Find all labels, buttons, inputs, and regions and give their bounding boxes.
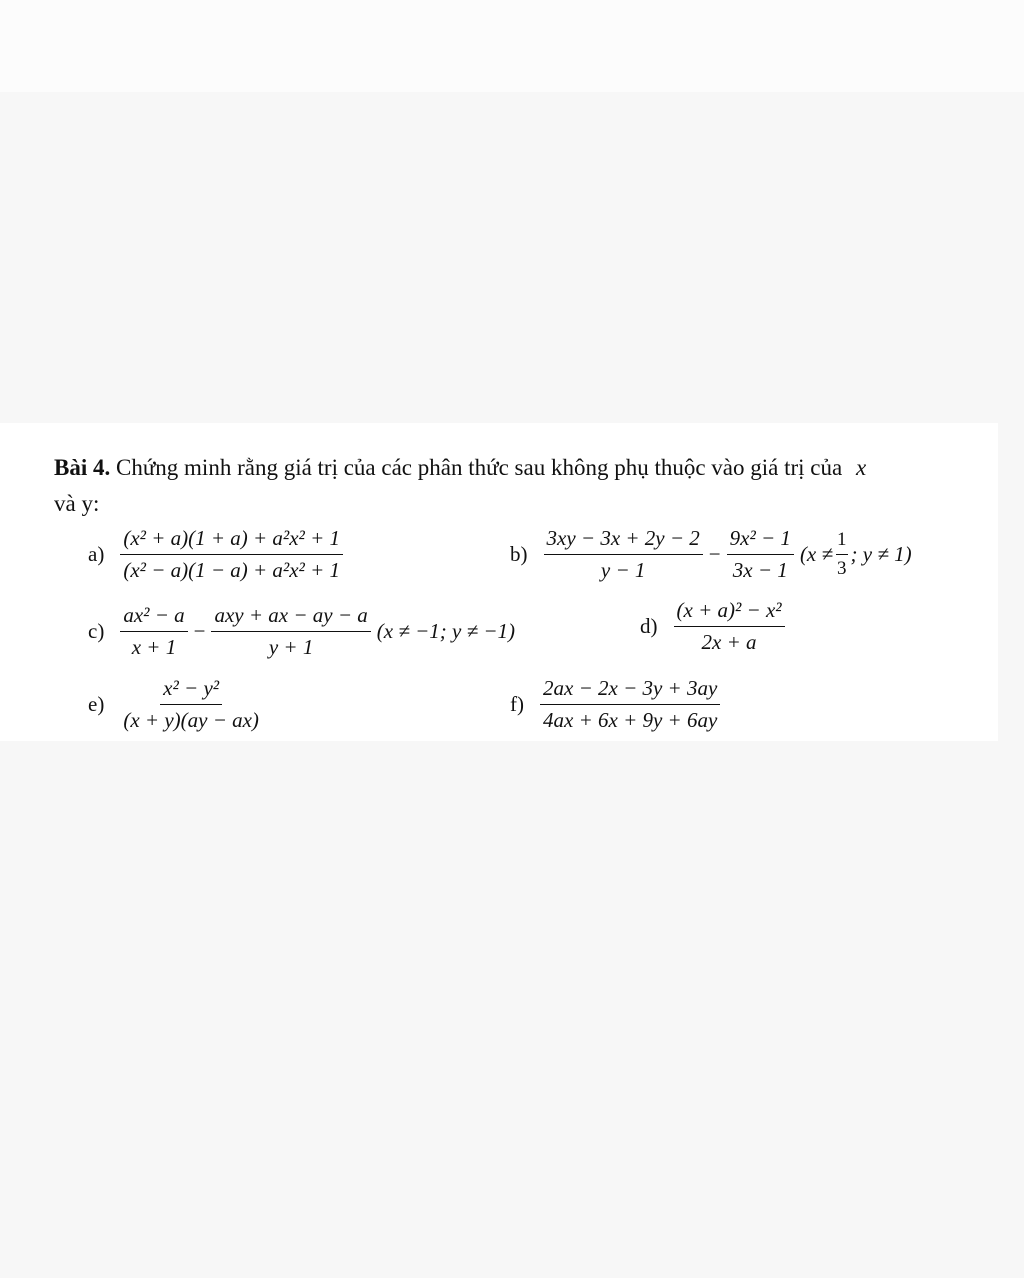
item-a: [88, 526, 345, 583]
condition-open: (x ≠: [799, 542, 834, 566]
denominator: 3: [837, 558, 847, 579]
numerator: 1: [836, 529, 848, 555]
denominator: (x² − a)(1 − a) + a²x² + 1: [123, 558, 341, 582]
item-label: e): [88, 692, 105, 716]
variable-x: x: [855, 455, 867, 480]
exercise-instruction: Chứng minh rằng giá trị của các phân thức sau không phụ thuộc vào giá trị của: [115, 455, 843, 480]
top-band: [0, 0, 1024, 92]
item-label: d): [640, 614, 658, 638]
denominator: x + 1: [131, 635, 177, 659]
denominator: 4ax + 6x + 9y + 6ay: [543, 708, 718, 732]
exercise-instruction-line2: và y:: [54, 491, 100, 516]
item-label: c): [88, 619, 105, 643]
denominator: y − 1: [600, 558, 646, 582]
numerator: 9x² − 1: [727, 526, 794, 555]
fraction: [120, 603, 187, 660]
minus-operator: −: [193, 619, 206, 643]
item-label: b): [510, 542, 528, 566]
exercise-heading: [54, 450, 974, 522]
item-d: [640, 598, 787, 655]
numerator: ax² − a: [120, 603, 187, 632]
condition-fraction: [836, 529, 848, 580]
item-label: f): [510, 692, 524, 716]
fraction: [120, 526, 343, 583]
minus-operator: −: [708, 542, 721, 566]
numerator: axy + ax − ay − a: [211, 603, 370, 632]
fraction: [540, 676, 720, 733]
exercise-title: Bài 4.: [54, 455, 111, 480]
item-c: [88, 603, 515, 660]
item-f: [510, 676, 722, 733]
denominator: 3x − 1: [732, 558, 788, 582]
condition-close: ; y ≠ 1): [850, 542, 912, 566]
numerator: (x² + a)(1 + a) + a²x² + 1: [120, 526, 343, 555]
fraction: [544, 526, 703, 583]
numerator: x² − y²: [160, 676, 222, 705]
fraction: [674, 598, 785, 655]
numerator: 2ax − 2x − 3y + 3ay: [540, 676, 720, 705]
condition: (x ≠ −1; y ≠ −1): [376, 619, 516, 643]
denominator: y + 1: [268, 635, 314, 659]
item-label: a): [88, 542, 105, 566]
fraction: [727, 526, 794, 583]
exercise-document: [0, 423, 998, 741]
fraction: [211, 603, 370, 660]
numerator: 3xy − 3x + 2y − 2: [544, 526, 703, 555]
denominator: (x + y)(ay − ax): [123, 708, 259, 732]
numerator: (x + a)² − x²: [674, 598, 785, 627]
item-b: [510, 526, 912, 583]
fraction: [120, 676, 262, 733]
item-e: [88, 676, 264, 733]
condition: [800, 529, 912, 580]
denominator: 2x + a: [701, 630, 757, 654]
